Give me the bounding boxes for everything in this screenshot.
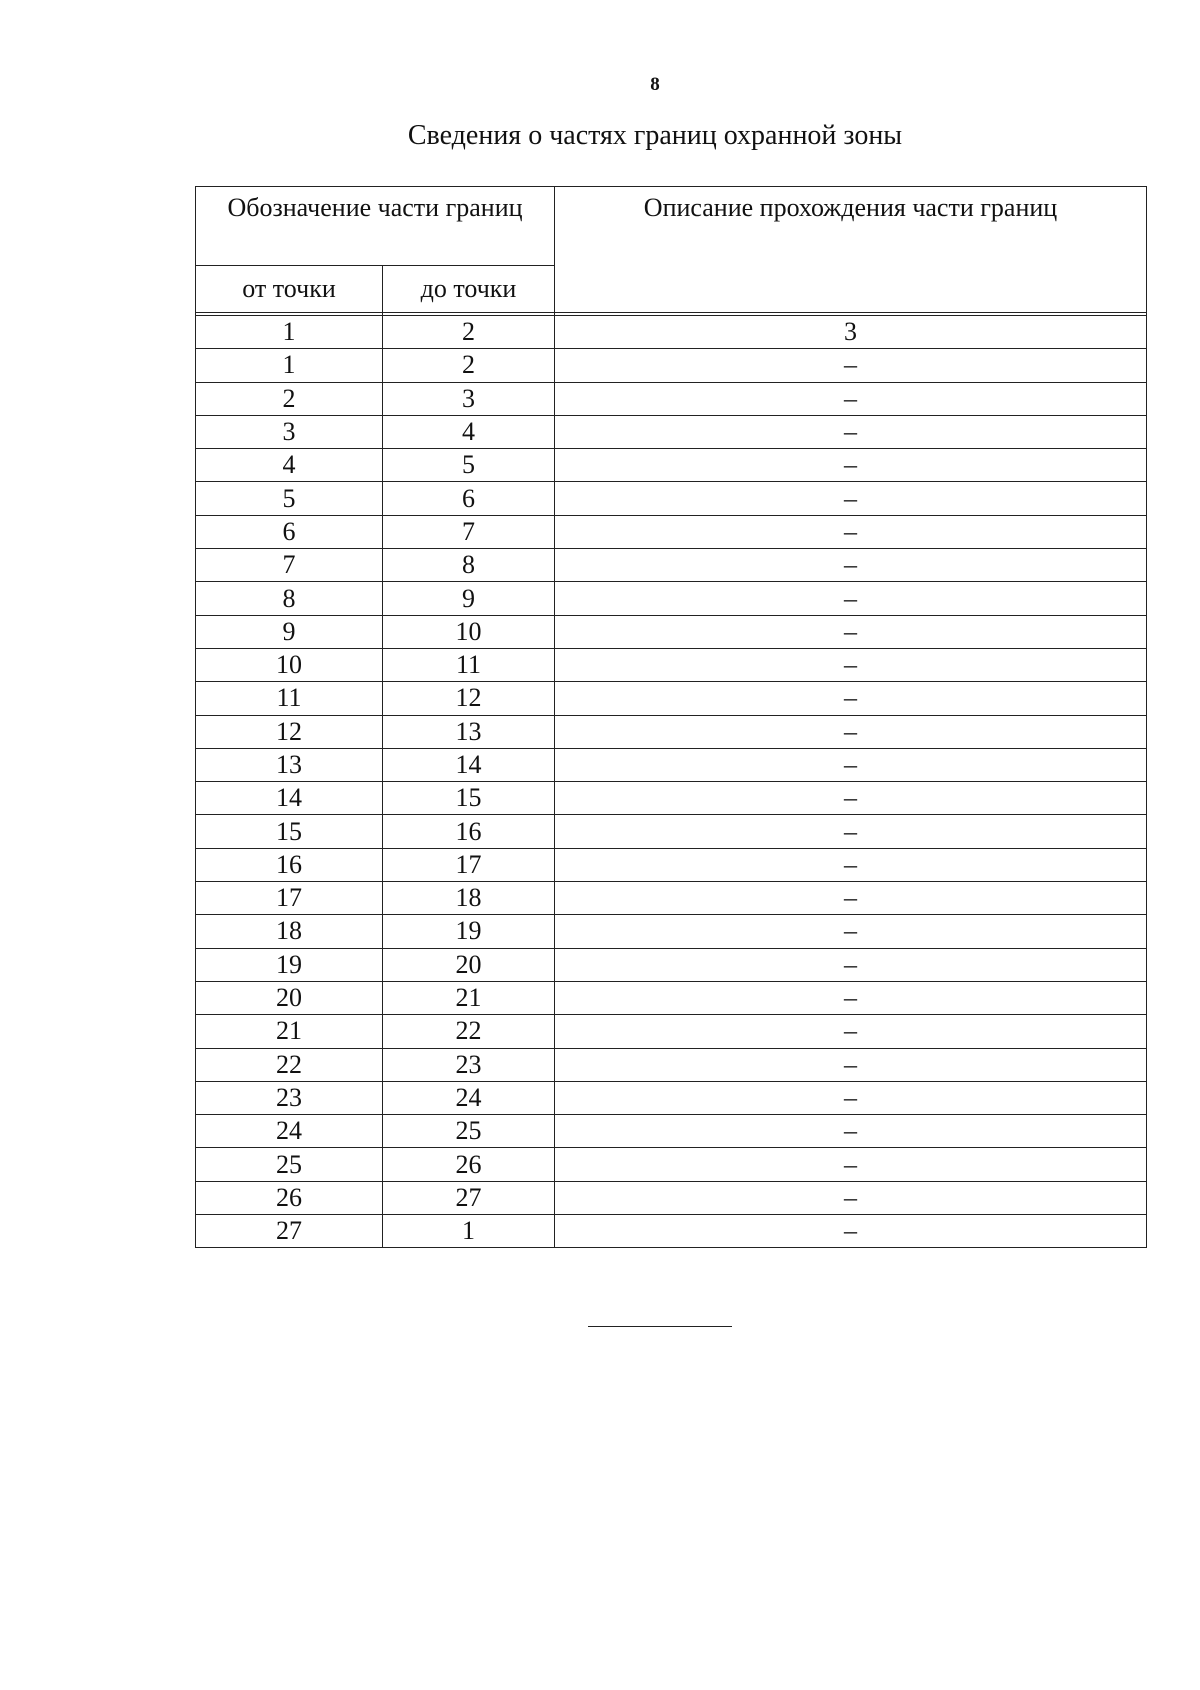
table-body (196, 187, 1147, 1248)
column-number: 1 (196, 316, 383, 349)
column-number-row (196, 316, 1147, 349)
cell-from-point: 26 (196, 1181, 383, 1214)
cell-from-point: 21 (196, 1015, 383, 1048)
header-from-point: от точки (196, 266, 383, 313)
table-row (196, 882, 1147, 915)
cell-from-point: 20 (196, 981, 383, 1014)
cell-description: – (555, 882, 1147, 915)
cell-to-point: 18 (383, 882, 555, 915)
cell-from-point: 23 (196, 1081, 383, 1114)
table-row (196, 748, 1147, 781)
cell-from-point: 19 (196, 948, 383, 981)
column-number: 3 (555, 316, 1147, 349)
cell-from-point: 7 (196, 549, 383, 582)
header-designation: Обозначение части границ (196, 187, 555, 266)
table-header-row (196, 187, 1147, 266)
cell-description: – (555, 682, 1147, 715)
cell-from-point: 3 (196, 415, 383, 448)
table-row (196, 615, 1147, 648)
cell-from-point: 24 (196, 1115, 383, 1148)
cell-from-point: 14 (196, 782, 383, 815)
cell-from-point: 18 (196, 915, 383, 948)
boundary-parts-table (195, 186, 1147, 1248)
cell-description: – (555, 582, 1147, 615)
table-row (196, 1148, 1147, 1181)
cell-from-point: 22 (196, 1048, 383, 1081)
cell-description: – (555, 615, 1147, 648)
cell-from-point: 9 (196, 615, 383, 648)
table-row (196, 449, 1147, 482)
cell-description: – (555, 1048, 1147, 1081)
header-to-point: до точки (383, 266, 555, 313)
cell-from-point: 8 (196, 582, 383, 615)
table-row (196, 948, 1147, 981)
table-row (196, 1048, 1147, 1081)
table-row (196, 349, 1147, 382)
table-row (196, 415, 1147, 448)
cell-to-point: 22 (383, 1015, 555, 1048)
cell-description: – (555, 948, 1147, 981)
cell-to-point: 13 (383, 715, 555, 748)
cell-to-point: 9 (383, 582, 555, 615)
table-row (196, 1081, 1147, 1114)
cell-description: – (555, 349, 1147, 382)
table-row (196, 915, 1147, 948)
table-row (196, 782, 1147, 815)
table-row (196, 1181, 1147, 1214)
table-row (196, 1215, 1147, 1248)
cell-to-point: 5 (383, 449, 555, 482)
table-row (196, 815, 1147, 848)
cell-from-point: 4 (196, 449, 383, 482)
cell-description: – (555, 981, 1147, 1014)
cell-description: – (555, 1115, 1147, 1148)
cell-description: – (555, 648, 1147, 681)
cell-to-point: 27 (383, 1181, 555, 1214)
cell-to-point: 7 (383, 515, 555, 548)
table-row (196, 1115, 1147, 1148)
table-row (196, 515, 1147, 548)
table-row (196, 981, 1147, 1014)
cell-from-point: 2 (196, 382, 383, 415)
page-number: 8 (650, 74, 660, 95)
cell-to-point: 15 (383, 782, 555, 815)
table-row (196, 382, 1147, 415)
cell-from-point: 25 (196, 1148, 383, 1181)
cell-to-point: 26 (383, 1148, 555, 1181)
cell-to-point: 21 (383, 981, 555, 1014)
table-row (196, 482, 1147, 515)
cell-to-point: 24 (383, 1081, 555, 1114)
table-row (196, 715, 1147, 748)
cell-description: – (555, 515, 1147, 548)
table-row (196, 582, 1147, 615)
cell-from-point: 16 (196, 848, 383, 881)
cell-description: – (555, 415, 1147, 448)
cell-description: – (555, 1181, 1147, 1214)
cell-from-point: 11 (196, 682, 383, 715)
cell-to-point: 3 (383, 382, 555, 415)
cell-from-point: 5 (196, 482, 383, 515)
document-title: Сведения о частях границ охранной зоны (407, 120, 903, 151)
table-row (196, 648, 1147, 681)
cell-to-point: 16 (383, 815, 555, 848)
cell-description: – (555, 1015, 1147, 1048)
cell-from-point: 6 (196, 515, 383, 548)
table-row (196, 549, 1147, 582)
cell-to-point: 17 (383, 848, 555, 881)
cell-to-point: 6 (383, 482, 555, 515)
cell-description: – (555, 815, 1147, 848)
cell-description: – (555, 1215, 1147, 1248)
cell-description: – (555, 848, 1147, 881)
cell-to-point: 1 (383, 1215, 555, 1248)
cell-to-point: 12 (383, 682, 555, 715)
cell-to-point: 23 (383, 1048, 555, 1081)
cell-description: – (555, 915, 1147, 948)
table-row (196, 1015, 1147, 1048)
cell-description: – (555, 549, 1147, 582)
cell-to-point: 14 (383, 748, 555, 781)
cell-to-point: 20 (383, 948, 555, 981)
table-row (196, 848, 1147, 881)
cell-description: – (555, 715, 1147, 748)
cell-from-point: 10 (196, 648, 383, 681)
end-of-document-rule (588, 1326, 732, 1327)
cell-from-point: 1 (196, 349, 383, 382)
cell-from-point: 17 (196, 882, 383, 915)
cell-to-point: 25 (383, 1115, 555, 1148)
cell-to-point: 11 (383, 648, 555, 681)
cell-to-point: 2 (383, 349, 555, 382)
cell-from-point: 15 (196, 815, 383, 848)
table-row (196, 682, 1147, 715)
cell-to-point: 8 (383, 549, 555, 582)
cell-description: – (555, 1148, 1147, 1181)
cell-from-point: 13 (196, 748, 383, 781)
cell-to-point: 10 (383, 615, 555, 648)
header-description: Описание прохождения части границ (555, 187, 1147, 313)
cell-description: – (555, 748, 1147, 781)
cell-to-point: 4 (383, 415, 555, 448)
column-number: 2 (383, 316, 555, 349)
cell-description: – (555, 482, 1147, 515)
cell-description: – (555, 782, 1147, 815)
cell-from-point: 27 (196, 1215, 383, 1248)
cell-description: – (555, 1081, 1147, 1114)
cell-to-point: 19 (383, 915, 555, 948)
cell-from-point: 12 (196, 715, 383, 748)
cell-description: – (555, 382, 1147, 415)
cell-description: – (555, 449, 1147, 482)
